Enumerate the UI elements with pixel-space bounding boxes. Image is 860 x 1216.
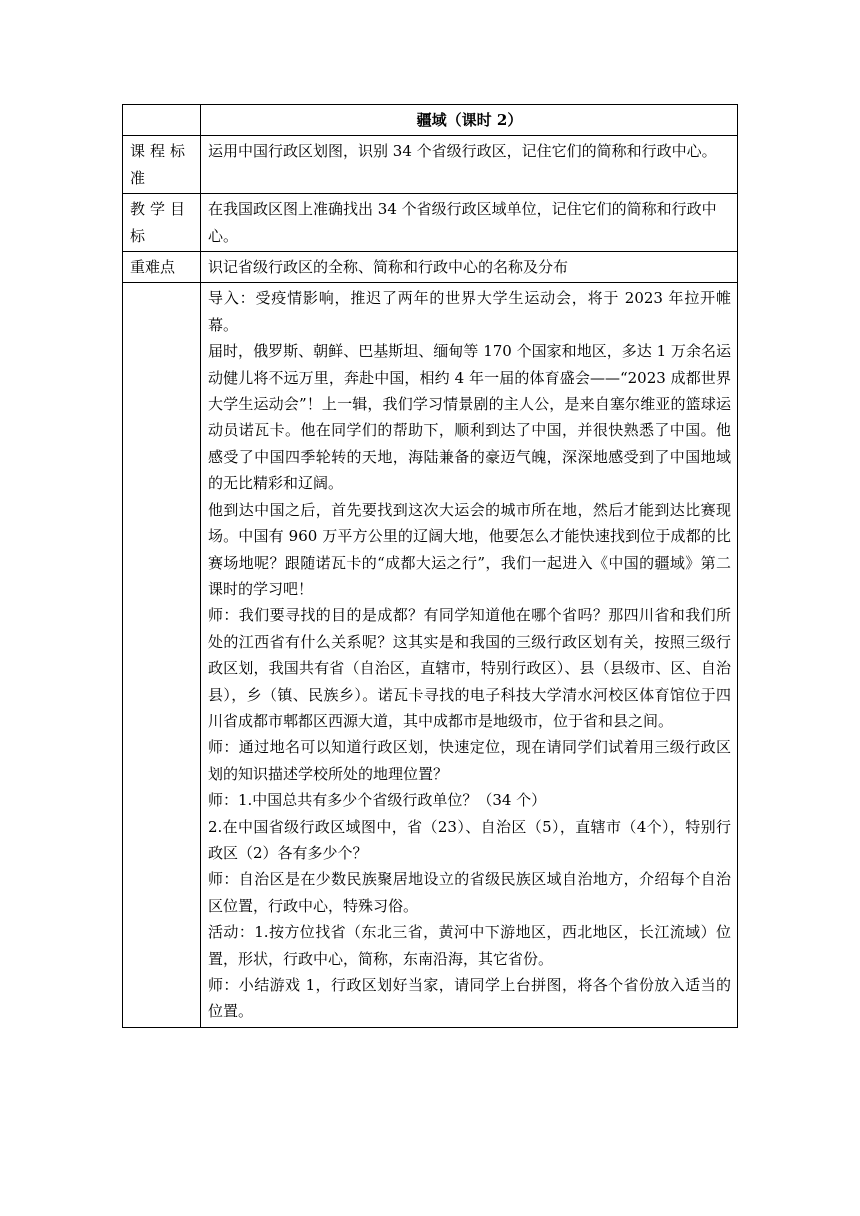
paragraph-question-1: 师：1.中国总共有多少个省级行政单位？（34 个） [208, 791, 547, 810]
lesson-plan-table [122, 104, 738, 1028]
process-label [123, 283, 201, 1027]
title-row [123, 105, 738, 136]
process-row [123, 283, 738, 1027]
curriculum-label: 课程标准 [123, 136, 201, 194]
curriculum-row [123, 136, 738, 194]
key-points-content: 识记省级行政区的全称、简称和行政中心的名称及分布 [201, 252, 738, 283]
process-content [201, 283, 738, 1027]
paragraph-activity: 活动：1.按方位找省（东北三省，黄河中下游地区，西北地区，长江流域）位置，形状，行政中心，简称，东南沿海，其它省份。 [208, 923, 731, 968]
paragraph-summary: 师：小结游戏 1，行政区划好当家，请同学上台拼图，将各个省份放入适当的位置。 [208, 976, 731, 1021]
paragraph-teacher-1: 师：我们要寻找的目的是成都？有同学知道他在哪个省吗？那四川省和我们所处的江西省有什么关系呢？这其实是和我国的三级行政区划有关，按照三级行政区划，我国共有省（自治区，直辖市，特别行政区）、县（县级市、区、自治县），乡（镇、民族乡）。诺瓦卡寻找的电子科技大学清水河校区体育馆位于四川省成都市郫都区西源大道，其中成都市是地级市，位于省和县之间。 [208, 606, 731, 730]
objectives-row [123, 194, 738, 252]
paragraph-story: 届时，俄罗斯、朝鲜、巴基斯坦、缅甸等 170 个国家和地区，多达 1 万余名运动健儿将不远万里，奔赴中国，相约 4 年一届的体育盛会——“2023 成都世界大学生运动会”！上一辑，我们学习情景剧的主人公，是来自塞尔维亚的篮球运动员诺瓦卡。他在同学们的帮助下，顺利到达了中国，并很快熟悉了中国。他感受了中国四季轮转的天地，海陆兼备的豪迈气魄，深深地感受到了中国地域的无比精彩和辽阔。 [208, 342, 731, 493]
paragraph-teacher-2: 师：通过地名可以知道行政区划，快速定位，现在请同学们试着用三级行政区划的知识描述学校所处的地理位置？ [208, 738, 731, 783]
key-points-row [123, 252, 738, 283]
lesson-title: 疆域（课时 2） [201, 105, 738, 136]
title-label-cell [123, 105, 201, 136]
key-points-label: 重难点 [123, 252, 201, 283]
objectives-label: 教学目标 [123, 194, 201, 252]
paragraph-question-2: 2.在中国省级行政区域图中，省（23）、自治区（5），直辖市（4个），特别行政区（2）各有多少个？ [208, 817, 731, 862]
paragraph-teacher-3: 师：自治区是在少数民族聚居地设立的省级民族区域自治地方，介绍每个自治区位置，行政中心，特殊习俗。 [208, 870, 731, 915]
paragraph-task: 他到达中国之后，首先要找到这次大运会的城市所在地，然后才能到达比赛现场。中国有 960 万平方公里的辽阔大地，他要怎么才能快速找到位于成都的比赛场地呢？跟随诺瓦卡的“成都大运之行”，我们一起进入《中国的疆域》第二课时的学习吧！ [208, 500, 731, 598]
objectives-content: 在我国政区图上准确找出 34 个省级行政区域单位，记住它们的简称和行政中心。 [201, 194, 738, 252]
curriculum-content: 运用中国行政区划图，识别 34 个省级行政区，记住它们的简称和行政中心。 [201, 136, 738, 194]
paragraph-intro: 导入：受疫情影响，推迟了两年的世界大学生运动会，将于 2023 年拉开帷幕。 [208, 289, 731, 334]
